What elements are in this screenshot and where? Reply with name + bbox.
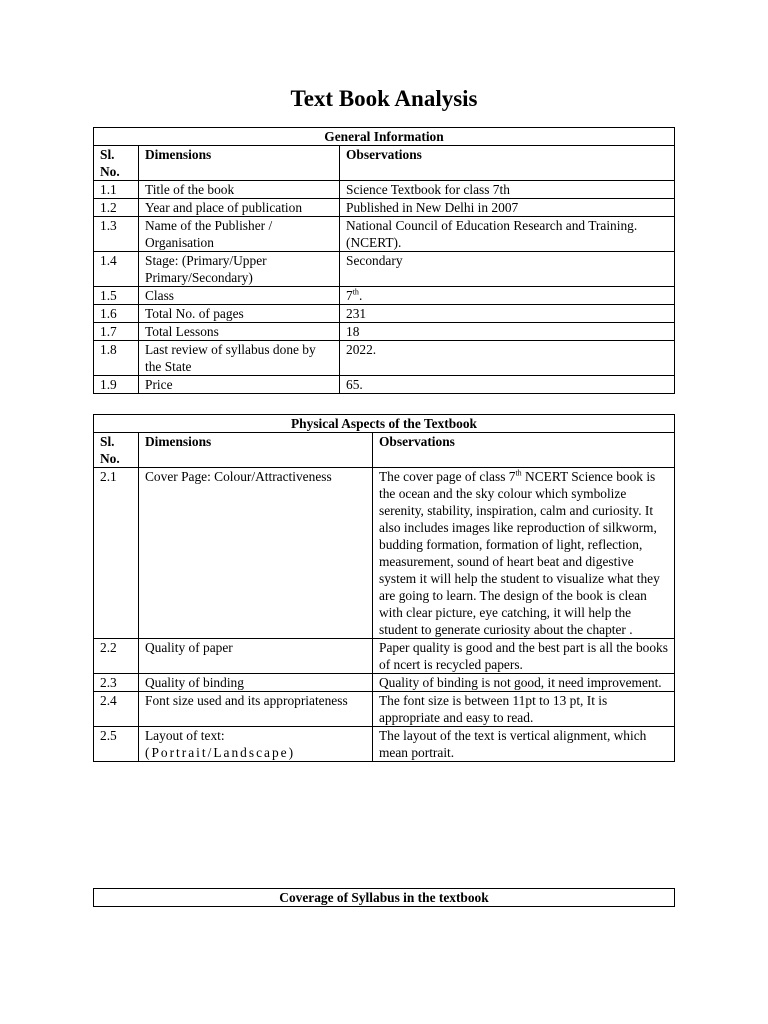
row-number: 1.2	[94, 199, 139, 217]
dimension-line-1: Layout of text:	[145, 728, 225, 743]
row-dimension: Name of the Publisher / Organisation	[139, 217, 340, 252]
row-dimension: Total Lessons	[139, 323, 340, 341]
row-dimension: Font size used and its appropriateness	[139, 692, 373, 727]
row-observation: Paper quality is good and the best part is all the books of ncert is recycled papers.	[373, 639, 675, 674]
physical-aspects-table	[93, 414, 675, 762]
column-header-observations: Observations	[340, 146, 675, 181]
table-row	[94, 305, 675, 323]
row-number: 2.4	[94, 692, 139, 727]
general-information-heading: General Information	[94, 128, 675, 146]
coverage-of-syllabus-heading: Coverage of Syllabus in the textbook	[94, 889, 675, 907]
general-information-table	[93, 127, 675, 394]
table-header-row	[94, 433, 675, 468]
coverage-of-syllabus-table	[93, 888, 675, 907]
row-number: 2.5	[94, 727, 139, 762]
row-number: 1.1	[94, 181, 139, 199]
table-row	[94, 323, 675, 341]
physical-aspects-heading: Physical Aspects of the Textbook	[94, 415, 675, 433]
row-observation	[373, 468, 675, 639]
row-observation: 2022.	[340, 341, 675, 376]
row-number: 1.3	[94, 217, 139, 252]
table-row	[94, 252, 675, 287]
row-dimension: Year and place of publication	[139, 199, 340, 217]
table-row	[94, 468, 675, 639]
row-observation: Science Textbook for class 7th	[340, 181, 675, 199]
row-number: 1.5	[94, 287, 139, 305]
row-observation: Quality of binding is not good, it need improvement.	[373, 674, 675, 692]
row-observation: 65.	[340, 376, 675, 394]
dimension-line-2: (Portrait/Landscape)	[145, 745, 296, 760]
column-header-sl-no: Sl. No.	[94, 146, 139, 181]
row-observation: 231	[340, 305, 675, 323]
table-row	[94, 287, 675, 305]
row-dimension: Last review of syllabus done by the State	[139, 341, 340, 376]
table-row	[94, 376, 675, 394]
row-observation: National Council of Education Research and Training.(NCERT).	[340, 217, 675, 252]
column-header-observations: Observations	[373, 433, 675, 468]
table-row	[94, 674, 675, 692]
table-row	[94, 639, 675, 674]
table-row	[94, 727, 675, 762]
row-dimension: Title of the book	[139, 181, 340, 199]
row-observation: Published in New Delhi in 2007	[340, 199, 675, 217]
row-number: 2.2	[94, 639, 139, 674]
row-dimension: Price	[139, 376, 340, 394]
page-title: Text Book Analysis	[290, 86, 478, 111]
ordinal-suffix: th	[515, 468, 522, 478]
column-header-dimensions: Dimensions	[139, 146, 340, 181]
row-number: 1.7	[94, 323, 139, 341]
row-observation	[340, 287, 675, 305]
row-observation: The layout of the text is vertical alignment, which mean portrait.	[373, 727, 675, 762]
row-number: 1.6	[94, 305, 139, 323]
row-number: 2.1	[94, 468, 139, 639]
row-dimension: Quality of binding	[139, 674, 373, 692]
row-dimension: Cover Page: Colour/Attractiveness	[139, 468, 373, 639]
table-row	[94, 341, 675, 376]
row-number: 2.3	[94, 674, 139, 692]
row-dimension: Class	[139, 287, 340, 305]
table-header-row	[94, 146, 675, 181]
row-observation: Secondary	[340, 252, 675, 287]
ordinal-suffix: th	[352, 287, 359, 297]
table-row	[94, 181, 675, 199]
column-header-dimensions: Dimensions	[139, 433, 373, 468]
table-row	[94, 199, 675, 217]
class-number: 7	[346, 288, 353, 303]
row-observation: The font size is between 11pt to 13 pt, It is appropriate and easy to read.	[373, 692, 675, 727]
row-number: 1.8	[94, 341, 139, 376]
row-dimension: Stage: (Primary/Upper Primary/Secondary)	[139, 252, 340, 287]
observation-text-rest: NCERT Science book is the ocean and the sky colour which symbolize serenity, stability, inspiration, calm and curiosity. It also includes images like reproduction of silkworm, budding formation, formation of light, reflection, measurement, sound of heart beat and digestive system it will help the student to visualize what they are going to learn. The design of the book is clean with clear picture, eye catching, it will help the student to generate curiosity about the chapter .	[379, 469, 660, 637]
row-number: 1.9	[94, 376, 139, 394]
row-dimension: Quality of paper	[139, 639, 373, 674]
row-dimension	[139, 727, 373, 762]
row-number: 1.4	[94, 252, 139, 287]
row-observation: 18	[340, 323, 675, 341]
observation-text-start: The cover page of class 7	[379, 469, 516, 484]
row-dimension: Total No. of pages	[139, 305, 340, 323]
table-row	[94, 217, 675, 252]
trailing-period: .	[358, 288, 363, 303]
column-header-sl-no: Sl. No.	[94, 433, 139, 468]
table-row	[94, 692, 675, 727]
